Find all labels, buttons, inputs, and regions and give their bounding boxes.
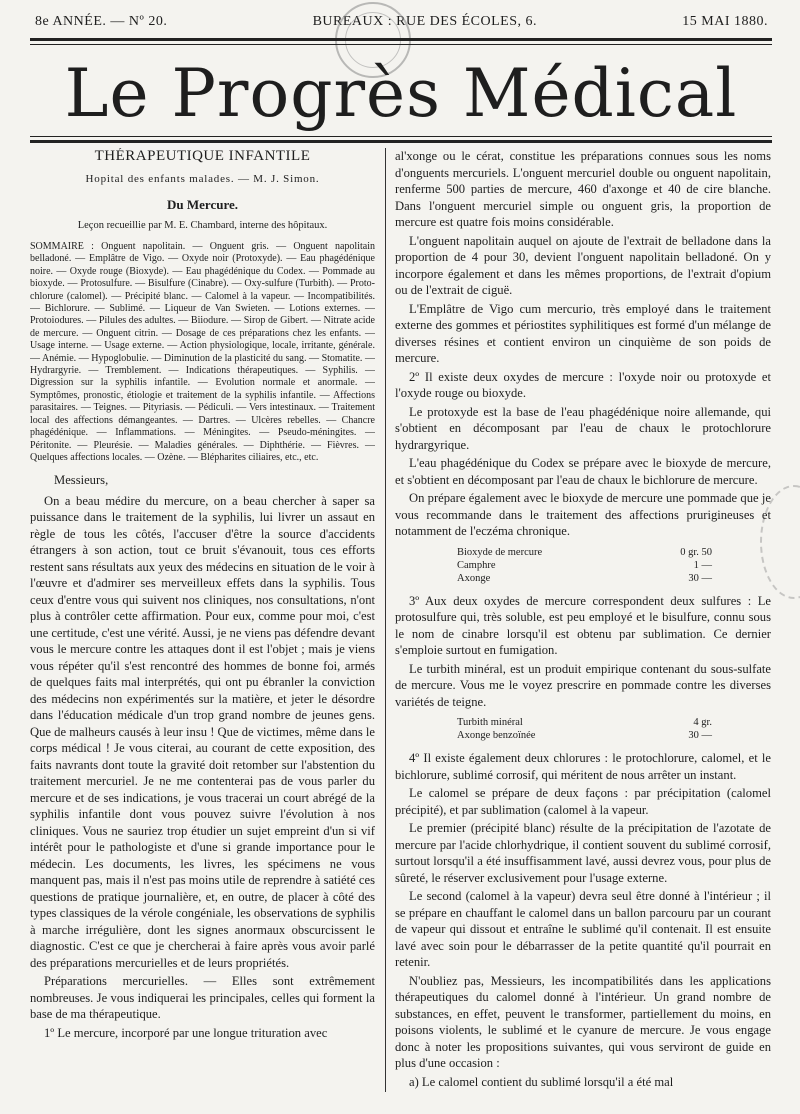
formula-turbith <box>457 716 712 742</box>
paragraph: On prépare également avec le bioxyde de mercure une pommade que je vous recommande dans le traitement des affections prurigineuses et notamment de l'eczéma chronique. <box>395 491 771 538</box>
article-summary: SOMMAIRE : Onguent napolitain. — Onguent gris. — Onguent napolitain belladoné. — Emplâtre de Vigo. — Oxyde noir (Protoxyde). — Eau phagédénique noire. — Oxyde rouge (Bioxyde). — Eau phagédénique du Codex. — Pommade au bioxyde. — Protosulfure. — Bisulfure (Cinabre). — Oxy-sulfure (Turbith). — Proto-chlorure (calomel). — Précipité blanc. — Calomel à la vapeur. — Incompatibilités. — Bichlorure. — Sublimé. — Liqueur de Van Swieten. — Lotions externes. — Protoiodures. — Pilules des adultes. — Biiodure. — Sirop de Gibert. — Nitrate acide de mercure. — Onguent citrin. — Dosage de ces préparations chez les enfants. — Usage interne. — Usage externe. — Action physiologique, locale, irritante, générale. — Anémie. — Hypoglobulie. — Diminution de la plasticité du sang. — Stomatite. — Hydrargyrie. — Tremblement. — Indications thérapeutiques. — Syphilis. — Digression sur la syphilis infantile. — Evolution normale et anormale. — Symptômes, pronostic, étiologie et traitement de la syphilis infantile. — Affections parasitaires. — Teignes. — Pityriasis. — Pédiculi. — Vers intestinaux. — Traitement local des affections démangeantes. — Dartres. — Ulcères rebelles. — Chancre phagédénique. — Inflammations. — Méningites. — Pseudo-méningites. — Péritonite. — Pleurésie. — Maladies générales. — Diphthérie. — Fièvres. — Quelques affections locales. — Ozène. — Blépharites ciliaires, etc., etc. <box>30 241 375 463</box>
paragraph: 2º Il existe deux oxydes de mercure : l'oxyde noir ou protoxyde et l'oxyde rouge ou bioxyde. <box>395 369 771 400</box>
ingredient-dose: 4 gr. <box>693 717 712 728</box>
issue-date: 15 MAI 1880. <box>682 14 768 29</box>
section-subtitle: Hopital des enfants malades. — M. J. Simon. <box>85 172 320 185</box>
ingredient-dose: 1 — <box>693 559 712 571</box>
paragraph: N'oubliez pas, Messieurs, les incompatibilités dans les applications thérapeutiques du calomel donné à l'intérieur. Un grand nombre de substances, en effet, peuvent le transformer, partiellement du moins, en poisons violents, le sublimé et le cyanure de mercure. Je vous engage donc à noter les propositions suivantes, qui vous serviront de guide en plus d'une occasion : <box>395 973 771 1070</box>
ingredient-name: Axonge benzoïnée <box>457 730 536 741</box>
column-divider <box>385 148 386 1092</box>
formula-row <box>457 559 712 572</box>
formula-row <box>457 546 712 559</box>
paragraph: On a beau médire du mercure, on a beau chercher à saper sa puissance dans le traitement de la syphilis, lui livrer un assaut en règle de tous les côtés, l'accuser d'être la source d'accidents étrangers à son action, tout ce bruit s'évanouit, tous ces efforts restent sans résultats aux yeux des médecins en situation de le voir à l'œuvre et d'admirer ses merveilleux effets dans la syphilis. Tous ceux d'entre vous qui suivent nos cliniques, nos consultations, n'ont plus à contrôler cette affirmation. Pour eux, comme pour moi, c'est une certitude, c'est une vérité. Aussi, je ne viens pas défendre devant vous le mercure contre les attaques dont il est l'objet ; mais je viens vous répéter qu'il s'est rencontré des hommes de bonne foi, armés de quelques faits mal interprétés, qui ont pu ébranler la conviction des médecins non expérimentés sur la matière, et jeter le désordre dans l'éducation médicale d'un trop grand nombre de jeunes gens. Que de malheurs causés à leur insu ! Que de victimes, même dans le corps médical ! Je vous citerai, au courant de cette exposition, des faits navrants dont toute la gravité doit retomber sur l'abstention du traitement mercuriel. Je ne me contenterai pas de vous parler du mercure et de ses indications, je vous tracerai un court abrégé de la syphilis infantile dont vous pouvez suivre l'évolution à nos cliniques. Vous ne sauriez trop étudier un sujet empreint d'un si vif intérêt pour le pathologiste et d'une si grande importance pour le médecin. Les documents, les livres, les spécimens ne vous manquent pas, mais il n'est pas moins utile de reprendre à satiété ces questions de pratique journalière, et, en outre, de placer à côté des types classiques de la vérole congéniale, les observations de syphilis à marche irrégulière, dont les signes anormaux obscurcissent le diagnostic. C'est ce que je chercherai à faire après vous avoir parlé des préparations mercurielles et de leurs propriétés. <box>30 493 375 970</box>
title-rule <box>30 140 772 143</box>
ingredient-dose: 30 — <box>688 730 712 741</box>
top-rule-thin <box>30 44 772 45</box>
paragraph: Le second (calomel à la vapeur) devra seul être donné à l'intérieur ; il se prépare en chauffant le calomel dans un ballon parcouru par un courant de vapeur qui dissout et entraîne le sublimé qu'il contenait. Il est ensuite lavé avec soin pour le débarrasser de la petite quantité qu'il pourrait en retenir. <box>395 889 771 969</box>
ingredient-name: Camphre <box>457 559 496 571</box>
top-rule <box>30 38 772 41</box>
section-title: THÉRAPEUTIQUE INFANTILE <box>94 148 311 164</box>
paragraph: a) Le calomel contient du sublimé lorsqu'il a été mal <box>409 1074 674 1089</box>
office-address: BUREAUX : RUE DES ÉCOLES, 6. <box>312 14 537 29</box>
paragraph: 1º Le mercure, incorporé par une longue trituration avec <box>44 1025 328 1040</box>
title-rule-thin <box>30 136 772 137</box>
left-column <box>30 148 375 1094</box>
paragraph: 3º Aux deux oxydes de mercure correspondent deux sulfures : Le protosulfure qui, très soluble, est peu employé et le bisulfure, connu sous le nom de cinabre lorsqu'il est obtenu par sublimation. Ce dernier s'emploie surtout en fumigation. <box>395 593 771 657</box>
article-note: Leçon recueillie par M. E. Chambard, interne des hôpitaux. <box>77 219 328 231</box>
paragraph: al'xonge ou le cérat, constitue les préparations connues sous les noms d'onguents mercuriels. L'onguent mercuriel double ou onguent napolitain, renferme 500 parties de mercure, 460 d'axonge et 40 de cire blanche. Dans l'onguent mercuriel simple ou onguent gris, la proportion de mercure est quatre fois moins considérable. <box>395 149 771 229</box>
paragraph: L'Emplâtre de Vigo cum mercurio, très employé dans le traitement externe des gommes et périostites syphilitiques est formé d'un mélange de diverses résines et contient environ un cinquième de son poids de mercure. <box>395 301 771 365</box>
formula-row <box>457 572 712 585</box>
paragraph: Le protoxyde est la base de l'eau phagédénique noire allemande, qui s'obtient en décomposant par l'eau de chaux le protochlorure hydrargyrique. <box>395 404 771 452</box>
right-column <box>395 148 771 1094</box>
paragraph: Le turbith minéral, est un produit empirique contenant du sous-sulfate de mercure. Vous me le voyez prescrire en pommade contre les diverses variétés de teigne. <box>395 661 771 709</box>
formula-pommade <box>457 546 712 585</box>
ingredient-name: Bioxyde de mercure <box>457 546 543 558</box>
paragraph: L'eau phagédénique du Codex se prépare avec le bioxyde de mercure, et s'obtient en décomposant par l'eau de chaux le bichlorure de mercure. <box>395 456 771 487</box>
paragraph: Le premier (précipité blanc) résulte de la précipitation de l'azotate de mercure par l'acide chlorhydrique, il contient souvent du sublimé corrosif, surtout lorsqu'il a été insuffisamment lavé, aussi devrez vous, pour plus de sûreté, le réserver exclusivement pour l'usage externe. <box>395 821 771 885</box>
ingredient-name: Turbith minéral <box>457 717 523 728</box>
salutation: Messieurs, <box>54 473 109 488</box>
paragraph: Le calomel se prépare de deux façons : par précipitation (calomel précipité), et par sublimation (calomel à la vapeur. <box>395 786 771 817</box>
paragraph: 4º Il existe également deux chlorures : le protochlorure, calomel, et le bichlorure, sublimé corrosif, qui méritent de nous arrêter un instant. <box>395 751 771 782</box>
paragraph: L'onguent napolitain auquel on ajoute de l'extrait de belladone dans la proportion de 4 pour 30, devient l'onguent napolitain belladoné. On y incorpore également et dans les mêmes proportions, de l'extrait d'opium ou de l'extrait de ciguë. <box>395 233 771 297</box>
ingredient-name: Axonge <box>457 572 491 584</box>
issue-number: 8e ANNÉE. — Nº 20. <box>35 14 168 29</box>
formula-row <box>457 716 712 729</box>
ingredient-dose: 0 gr. 50 <box>680 546 712 558</box>
paragraph: Préparations mercurielles. — Elles sont extrêmement nombreuses. Je vous indiquerai les principales, celles qui forment la base de ma thérapeutique. <box>30 974 375 1022</box>
newspaper-title: Le Progrès Médical <box>64 55 738 132</box>
article-heading: Du Mercure. <box>167 197 238 212</box>
formula-row <box>457 729 712 742</box>
ingredient-dose: 30 — <box>688 572 712 584</box>
